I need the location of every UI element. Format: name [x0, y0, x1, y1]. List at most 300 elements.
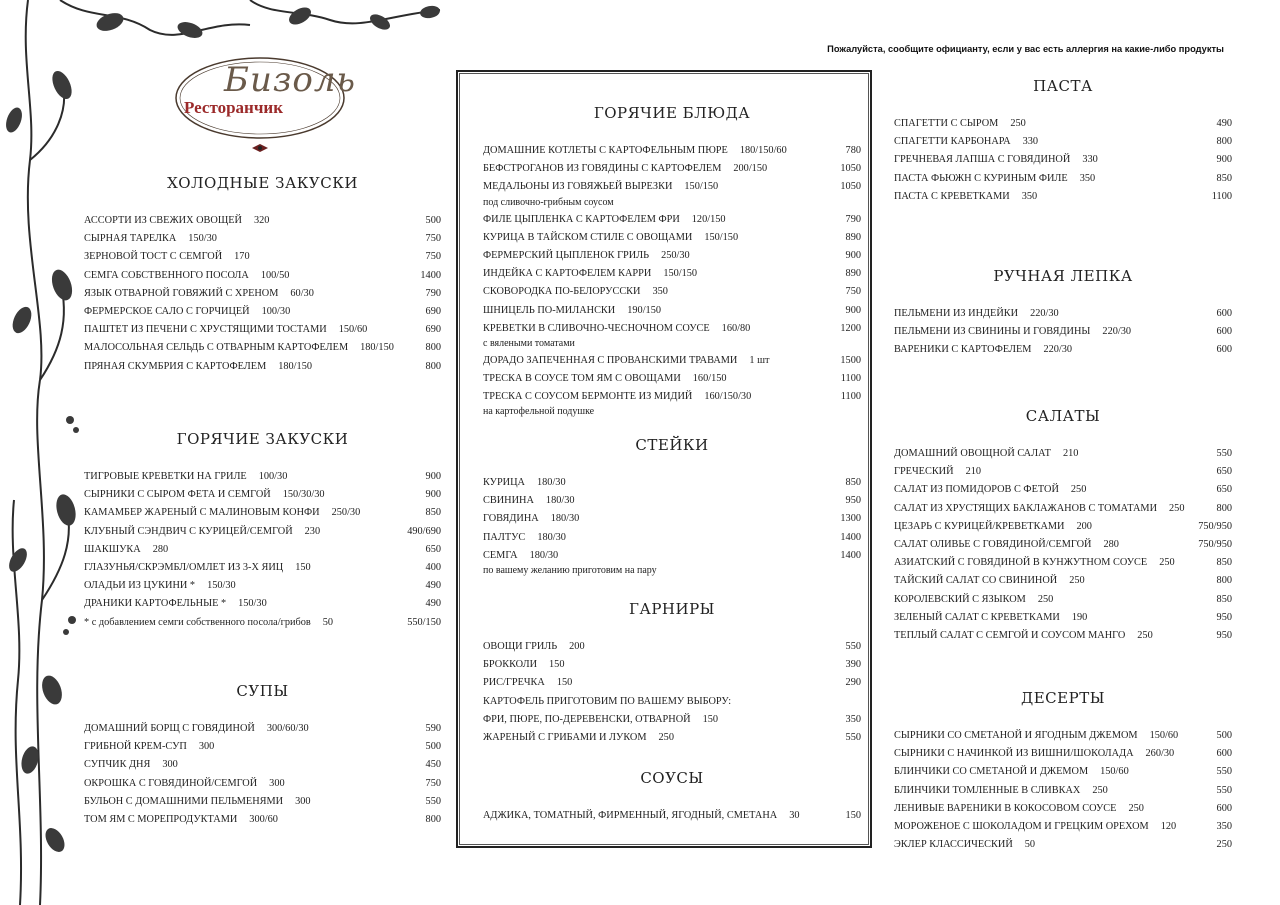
menu-item-weight: 100/30: [261, 305, 291, 317]
menu-item-name-text: под сливочно-грибным соусом: [483, 196, 614, 208]
menu-item: [483, 352, 861, 370]
menu-item-name: [84, 614, 333, 632]
menu-item-name-text: СЫРНИКИ СО СМЕТАНОЙ И ЯГОДНЫМ ДЖЕМОМ: [894, 730, 1138, 741]
section-hot-dishes: [483, 104, 861, 420]
menu-item-weight: 50: [1024, 839, 1036, 851]
menu-item-price: 490: [425, 598, 441, 610]
menu-item-name: [84, 339, 394, 357]
menu-item: [483, 247, 861, 265]
menu-item-weight: 300: [295, 795, 311, 807]
menu-item-price: 950: [845, 495, 861, 507]
menu-item-name-text: ТОМ ЯМ С МОРЕПРОДУКТАМИ: [84, 813, 238, 825]
menu-item-name-text: СЫРНАЯ ТАРЕЛКА: [84, 233, 177, 245]
menu-item-name: [894, 782, 1108, 800]
menu-item-name-text: ПАСТА ФЬЮЖН С КУРИНЫМ ФИЛЕ: [894, 172, 1068, 184]
menu-item: [84, 614, 441, 632]
menu-item-weight: 280: [152, 543, 169, 555]
menu-item-weight: 250: [1137, 629, 1153, 641]
menu-item-name-text: СЫРНИКИ С СЫРОМ ФЕТА И СЕМГОЙ: [84, 489, 271, 501]
menu-item-weight: 150: [295, 561, 311, 573]
section-cold-appetizers: [84, 174, 441, 376]
menu-item: [483, 370, 861, 388]
menu-item-name: [483, 338, 575, 350]
menu-item-name-text: ГРЕЧЕСКИЙ: [894, 466, 954, 478]
menu-item: [84, 775, 441, 793]
menu-item-weight: 260/30: [1145, 748, 1175, 760]
menu-item-name-text: БЕФСТРОГАНОВ ИЗ ГОВЯДИНЫ С КАРТОФЕЛЕМ: [483, 163, 722, 175]
menu-item-price: 490: [425, 580, 441, 592]
menu-item-name: [84, 285, 314, 303]
menu-item-price: 800: [1216, 502, 1232, 514]
menu-item-name: [483, 729, 674, 747]
menu-item-weight: 180/150/60: [739, 145, 787, 156]
menu-item-name: [483, 693, 731, 711]
menu-item-name: [894, 591, 1053, 609]
menu-item-name-text: по вашему желанию приготовим на пару: [483, 564, 657, 576]
menu-item-weight: 250: [1159, 557, 1175, 569]
menu-item-name-text: * с добавлением семги собственного посола/грибов: [84, 616, 311, 628]
menu-item: [483, 807, 861, 825]
menu-item-name: [894, 554, 1175, 572]
menu-item-name-text: СПАГЕТТИ С СЫРОМ: [894, 118, 999, 129]
section-title: СУПЫ: [236, 682, 289, 700]
menu-item-weight: 30: [789, 810, 800, 821]
menu-item-name: [84, 720, 309, 738]
menu-item-price: 690: [425, 305, 441, 317]
menu-item-name: [84, 775, 285, 793]
menu-item-name-text: КАМАМБЕР ЖАРЕНЫЙ С МАЛИНОВЫМ КОНФИ: [84, 507, 320, 519]
menu-item-name-text: ЗЕРНОВОЙ ТОСТ С СЕМГОЙ: [84, 251, 223, 263]
menu-item-name: [483, 265, 697, 283]
section-title: СТЕЙКИ: [635, 436, 709, 454]
menu-item: [894, 445, 1232, 463]
menu-item-weight: 350: [1021, 190, 1038, 202]
menu-item-name-text: САЛАТ ИЗ ПОМИДОРОВ С ФЕТОЙ: [894, 484, 1059, 496]
menu-item-price: 550: [845, 641, 861, 652]
menu-item-weight: 200: [1076, 520, 1092, 532]
menu-item-price: 590: [425, 723, 441, 734]
menu-item: [84, 811, 441, 829]
menu-item-name-text: ПАСТА С КРЕВЕТКАМИ: [894, 190, 1010, 202]
menu-item-price: 790: [845, 213, 861, 225]
section-title: РУЧНАЯ ЛЕПКА: [993, 267, 1133, 285]
menu-item-name: [894, 341, 1072, 359]
menu-item-name-text: СКОВОРОДКА ПО-БЕЛОРУССКИ: [483, 286, 641, 298]
menu-item: [483, 320, 861, 338]
menu-item-name-text: ШАКШУКА: [84, 543, 141, 555]
menu-item-weight: 350: [652, 286, 668, 298]
menu-item-price: 1100: [1211, 190, 1232, 202]
menu-item: [894, 133, 1232, 151]
menu-item-weight: 150/60: [1149, 730, 1179, 741]
left-column: [84, 0, 441, 905]
menu-item-price: 1100: [840, 391, 861, 403]
menu-item-name-text: САЛАТ ОЛИВЬЕ С ГОВЯДИНОЙ/СЕМГОЙ: [894, 538, 1092, 550]
menu-item: [84, 285, 441, 303]
section-title: САЛАТЫ: [1025, 407, 1101, 425]
menu-item-name: [84, 212, 269, 230]
menu-item-name-text: ГРЕЧНЕВАЯ ЛАПША С ГОВЯДИНОЙ: [894, 154, 1071, 166]
menu-item-price: 1400: [840, 531, 861, 543]
menu-item-weight: 170: [234, 251, 250, 263]
menu-item-name: [894, 627, 1153, 645]
menu-item-price: 750: [425, 251, 441, 263]
menu-item: [483, 229, 861, 247]
menu-item-weight: 250: [658, 731, 674, 743]
menu-item-price: 450: [425, 759, 441, 771]
menu-item-price: 1300: [840, 513, 861, 525]
menu-item-price: 780: [845, 145, 861, 156]
menu-item-name: [894, 115, 1026, 133]
menu-item: [894, 341, 1232, 359]
menu-item-name-text: ФРИ, ПЮРЕ, ПО-ДЕРЕВЕНСКИ, ОТВАРНОЙ: [483, 713, 691, 725]
menu-item-price: 650: [1216, 466, 1232, 478]
menu-item: [894, 572, 1232, 590]
menu-item: [894, 727, 1232, 745]
menu-item-price: 1400: [840, 549, 861, 561]
menu-item: [483, 711, 861, 729]
menu-item-name-text: АДЖИКА, ТОМАТНЫЙ, ФИРМЕННЫЙ, ЯГОДНЫЙ, СМЕТАНА: [483, 810, 778, 821]
menu-item-name: [483, 178, 718, 196]
menu-item-name-text: ПЕЛЬМЕНИ ИЗ ИНДЕЙКИ: [894, 308, 1019, 319]
menu-item-weight: 120/150: [691, 213, 726, 225]
menu-item-weight: 200/150: [733, 163, 768, 175]
menu-item-name: [483, 142, 787, 160]
menu-item-name: [483, 807, 800, 825]
menu-item: [483, 510, 861, 528]
menu-item-weight: 50: [322, 616, 334, 628]
menu-item-name: [483, 565, 657, 577]
menu-item-name: [483, 160, 767, 178]
section-title: ГАРНИРЫ: [629, 600, 715, 618]
menu-item-name-text: СЕМГА СОБСТВЕННОГО ПОСОЛА: [84, 269, 249, 281]
menu-item-name-text: ДРАНИКИ КАРТОФЕЛЬНЫЕ *: [84, 598, 227, 610]
menu-item-weight: 250/30: [661, 249, 690, 261]
menu-item-price: 850: [425, 507, 441, 519]
menu-item-name: [84, 321, 367, 339]
menu-item-name: [894, 836, 1035, 854]
menu-item-name-text: КАРТОФЕЛЬ ПРИГОТОВИМ ПО ВАШЕМУ ВЫБОРУ:: [483, 695, 732, 707]
menu-item-price: 550/150: [407, 616, 441, 628]
menu-item-price: 800: [1216, 136, 1232, 148]
menu-item-price: 800: [425, 342, 441, 354]
menu-item-name-text: ТРЕСКА В СОУСЕ ТОМ ЯМ С ОВОЩАМИ: [483, 373, 681, 385]
menu-item-price: 1050: [840, 163, 861, 175]
menu-item-weight: 180/30: [545, 495, 575, 507]
menu-item: [483, 729, 861, 747]
menu-item-name-text: ПАШТЕТ ИЗ ПЕЧЕНИ С ХРУСТЯЩИМИ ТОСТАМИ: [84, 324, 327, 336]
allergy-note: Пожалуйста, сообщите официанту, если у вас есть аллергия на какие-либо продукты: [827, 44, 1224, 54]
menu-item-name: [894, 609, 1087, 627]
menu-item-name-text: РИС/ГРЕЧКА: [483, 677, 545, 689]
menu-item: [84, 523, 441, 541]
menu-item-weight: 150/30: [188, 233, 217, 245]
menu-item-price: 650: [1216, 484, 1232, 496]
menu-item-name-text: МОРОЖЕНОЕ С ШОКОЛАДОМ И ГРЕЦКИМ ОРЕХОМ: [894, 820, 1149, 832]
menu-item-name-text: ГЛАЗУНЬЯ/СКРЭМБЛ/ОМЛЕТ ИЗ 3-Х ЯИЦ: [84, 561, 284, 573]
menu-item: [894, 463, 1232, 481]
menu-item-weight: 220/30: [1030, 308, 1059, 319]
menu-item-weight: 1 шт: [749, 354, 770, 366]
menu-item: [894, 536, 1232, 554]
menu-item-weight: 280: [1103, 538, 1119, 550]
menu-item-weight: 150/30: [238, 598, 267, 610]
menu-item-name-text: АЗИАТСКИЙ С ГОВЯДИНОЙ В КУНЖУТНОМ СОУСЕ: [894, 557, 1148, 569]
section-sauces: [483, 769, 861, 825]
menu-item-name: [483, 406, 594, 418]
menu-item-name-text: БРОККОЛИ: [483, 659, 538, 671]
menu-item-price: 490/690: [407, 525, 441, 537]
menu-item-name: [483, 283, 668, 301]
middle-column: [483, 0, 861, 905]
menu-item-price: 350: [845, 713, 861, 725]
menu-item-price: 490: [1216, 118, 1232, 129]
menu-item: [894, 554, 1232, 572]
menu-item-price: 900: [425, 489, 441, 501]
menu-item-name: [483, 656, 564, 674]
menu-item-weight: 150/150: [663, 268, 698, 280]
menu-item: [894, 481, 1232, 499]
menu-item: [84, 577, 441, 595]
menu-item-weight: 220/30: [1102, 326, 1132, 338]
menu-item-name: [84, 486, 325, 504]
menu-item-name: [84, 230, 217, 248]
menu-item-name-text: ВАРЕНИКИ С КАРТОФЕЛЕМ: [894, 344, 1032, 356]
menu-item-name-text: ЗЕЛЕНЫЙ САЛАТ С КРЕВЕТКАМИ: [894, 611, 1060, 623]
menu-item-name: [894, 188, 1037, 206]
menu-item-name-text: ТЕПЛЫЙ САЛАТ С СЕМГОЙ И СОУСОМ МАНГО: [894, 629, 1126, 641]
menu-item-name-text: БЛИНЧИКИ ТОМЛЕННЫЕ В СЛИВКАХ: [894, 784, 1081, 796]
menu-item-weight: 100/50: [260, 269, 290, 281]
menu-item-name: [84, 577, 236, 595]
section-garnish: [483, 600, 861, 747]
menu-item-price: 800: [425, 813, 441, 825]
menu-item: [84, 720, 441, 738]
menu-item-name-text: СУПЧИК ДНЯ: [84, 759, 151, 771]
menu-item-name: [483, 197, 614, 209]
menu-item-name: [84, 793, 311, 811]
menu-item: [483, 160, 861, 178]
menu-item-name: [894, 151, 1098, 169]
menu-item-name-text: КУРИЦА В ТАЙСКОМ СТИЛЕ С ОВОЩАМИ: [483, 231, 693, 243]
menu-item: [483, 302, 861, 320]
menu-item-price: 950: [1216, 629, 1232, 641]
menu-item-note: [483, 406, 861, 420]
section-handmade: [894, 267, 1232, 360]
menu-item-name-text: ТИГРОВЫЕ КРЕВЕТКИ НА ГРИЛЕ: [84, 471, 247, 482]
menu-item-note: [483, 565, 861, 579]
menu-item: [894, 305, 1232, 323]
menu-item: [483, 547, 861, 565]
menu-item-price: 800: [1216, 575, 1232, 587]
menu-item-name-text: ТРЕСКА С СОУСОМ БЕРМОНТЕ ИЗ МИДИЙ: [483, 391, 693, 403]
menu-item: [84, 267, 441, 285]
menu-item-weight: 300/60/30: [266, 723, 309, 734]
menu-item: [483, 529, 861, 547]
menu-item-name: [483, 547, 558, 565]
menu-item-name: [84, 595, 267, 613]
menu-item: [483, 674, 861, 692]
menu-item-price: 850: [1216, 593, 1232, 605]
menu-item-name-text: КРЕВЕТКИ В СЛИВОЧНО-ЧЕСНОЧНОМ СОУСЕ: [483, 322, 710, 334]
menu-item-name: [483, 529, 566, 547]
menu-item-name-text: КУРИЦА: [483, 477, 525, 488]
menu-item-weight: 150: [702, 713, 719, 725]
menu-item-name: [84, 559, 311, 577]
menu-item-name-text: САЛАТ ИЗ ХРУСТЯЩИХ БАКЛАЖАНОВ С ТОМАТАМИ: [894, 502, 1158, 514]
menu-item-price: 690: [425, 324, 441, 336]
menu-item: [894, 170, 1232, 188]
menu-item-name: [483, 711, 718, 729]
menu-item-weight: 150/150: [704, 231, 739, 243]
menu-item-name-text: ДОМАШНИЙ ОВОЩНОЙ САЛАТ: [894, 448, 1051, 459]
menu-item: [84, 541, 441, 559]
menu-item-price: 900: [1216, 154, 1232, 166]
menu-item: [84, 504, 441, 522]
menu-item-weight: 150: [549, 659, 565, 671]
menu-item-weight: 320: [253, 215, 270, 226]
menu-item-name: [483, 211, 726, 229]
menu-item-name: [483, 510, 579, 528]
menu-item-price: 850: [1216, 172, 1232, 184]
menu-item: [483, 656, 861, 674]
menu-item-price: 900: [845, 304, 861, 316]
menu-item-name-text: ЭКЛЕР КЛАССИЧЕСКИЙ: [894, 839, 1013, 851]
menu-item: [894, 151, 1232, 169]
menu-item-weight: 230: [304, 525, 321, 537]
menu-item-weight: 190: [1071, 611, 1088, 623]
menu-item: [84, 595, 441, 613]
menu-item-price: 400: [425, 561, 441, 573]
menu-item-name: [894, 481, 1086, 499]
menu-item-name-text: ПРЯНАЯ СКУМБРИЯ С КАРТОФЕЛЕМ: [84, 360, 267, 372]
menu-item-price: 550: [1216, 448, 1232, 459]
menu-item-price: 1400: [420, 269, 441, 281]
menu-item-weight: 180/30: [529, 549, 559, 561]
menu-item-weight: 210: [1062, 448, 1079, 459]
menu-item-name: [483, 388, 751, 406]
menu-item-price: 500: [425, 741, 441, 753]
menu-item-name-text: ОКРОШКА С ГОВЯДИНОЙ/СЕМГОЙ: [84, 777, 258, 789]
menu-item-price: 1500: [840, 354, 861, 366]
menu-item-name: [894, 727, 1178, 745]
menu-item: [894, 782, 1232, 800]
menu-item-weight: 190/150: [627, 304, 662, 316]
menu-item-weight: 120: [1160, 820, 1177, 832]
menu-item-name: [894, 133, 1038, 151]
menu-item-name: [84, 504, 360, 522]
menu-item: [894, 745, 1232, 763]
menu-item-name: [894, 463, 981, 481]
menu-item-weight: 300: [162, 759, 178, 771]
menu-item-name: [894, 500, 1184, 518]
menu-item: [483, 693, 861, 711]
menu-item-weight: 250: [1010, 118, 1026, 129]
menu-item-name-text: СВИНИНА: [483, 495, 534, 507]
menu-item: [84, 756, 441, 774]
section-title: ГОРЯЧИЕ БЛЮДА: [593, 104, 751, 122]
menu-item-weight: 250: [1128, 802, 1144, 814]
menu-item: [84, 738, 441, 756]
menu-item-weight: 250: [1069, 575, 1085, 587]
menu-item: [894, 591, 1232, 609]
menu-item-price: 850: [1216, 557, 1232, 569]
menu-item: [483, 388, 861, 406]
section-salads: [894, 407, 1232, 645]
menu-item-weight: 180/30: [537, 477, 566, 488]
menu-item-weight: 160/150/30: [704, 391, 752, 403]
menu-item: [483, 211, 861, 229]
menu-item: [894, 836, 1232, 854]
menu-item-name: [894, 763, 1129, 781]
menu-item-name: [84, 811, 278, 829]
menu-item-name: [483, 302, 661, 320]
menu-item-name-text: ПАЛТУС: [483, 531, 526, 543]
section-desserts: [894, 689, 1232, 854]
menu-item-name: [483, 229, 738, 247]
menu-item-name-text: ФЕРМЕРСКОЕ САЛО С ГОРЧИЦЕЙ: [84, 305, 250, 317]
menu-item-name-text: БУЛЬОН С ДОМАШНИМИ ПЕЛЬМЕНЯМИ: [84, 795, 284, 807]
menu-item-weight: 300: [269, 777, 285, 789]
menu-item-weight: 60/30: [290, 287, 314, 299]
menu-item-weight: 160/80: [721, 322, 751, 334]
menu-item-price: 890: [845, 231, 861, 243]
menu-item-name-text: АССОРТИ ИЗ СВЕЖИХ ОВОЩЕЙ: [84, 215, 242, 226]
menu-item-name: [894, 445, 1078, 463]
menu-item: [84, 793, 441, 811]
menu-item-price: 550: [1216, 766, 1232, 778]
menu-item: [84, 559, 441, 577]
section-title: СОУСЫ: [640, 769, 704, 787]
menu-item-price: 600: [1216, 344, 1232, 356]
menu-item-weight: 330: [1082, 154, 1098, 166]
menu-item-name-text: ОЛАДЬИ ИЗ ЦУКИНИ *: [84, 580, 196, 592]
menu-item-name: [894, 323, 1131, 341]
section-hot-appetizers: [84, 430, 441, 632]
menu-item-weight: 330: [1022, 136, 1039, 148]
menu-item-price: 750: [425, 777, 441, 789]
menu-item: [894, 800, 1232, 818]
menu-item-name: [84, 303, 290, 321]
menu-item-name: [894, 536, 1119, 554]
menu-item: [894, 115, 1232, 133]
menu-item-price: 900: [845, 249, 861, 261]
menu-item-name: [483, 674, 572, 692]
menu-item-name-text: ДОРАДО ЗАПЕЧЕННАЯ С ПРОВАНСКИМИ ТРАВАМИ: [483, 354, 738, 366]
menu-item-weight: 180/150: [278, 360, 312, 372]
menu-item-price: 750: [845, 286, 861, 298]
menu-item-weight: 150/60: [338, 324, 368, 336]
menu-item-price: 850: [845, 477, 861, 488]
menu-item-name: [483, 638, 585, 656]
menu-item: [483, 265, 861, 283]
menu-item: [84, 468, 441, 486]
right-column: [894, 0, 1232, 905]
menu-item-weight: 180/30: [550, 513, 580, 525]
menu-item-name: [894, 305, 1059, 323]
menu-item: [84, 358, 441, 376]
menu-item-name-text: ДОМАШНИЕ КОТЛЕТЫ С КАРТОФЕЛЬНЫМ ПЮРЕ: [483, 145, 728, 156]
menu-item: [483, 492, 861, 510]
menu-item-name: [483, 370, 727, 388]
menu-item-price: 1050: [840, 181, 861, 193]
menu-item-weight: 300/60: [249, 813, 278, 825]
menu-item-weight: 150/150: [684, 181, 719, 193]
menu-item-price: 250: [1216, 839, 1232, 851]
menu-item-name-text: ФЕРМЕРСКИЙ ЦЫПЛЕНОК ГРИЛЬ: [483, 249, 650, 261]
menu-item-name: [894, 170, 1095, 188]
menu-item-price: 550: [845, 731, 861, 743]
